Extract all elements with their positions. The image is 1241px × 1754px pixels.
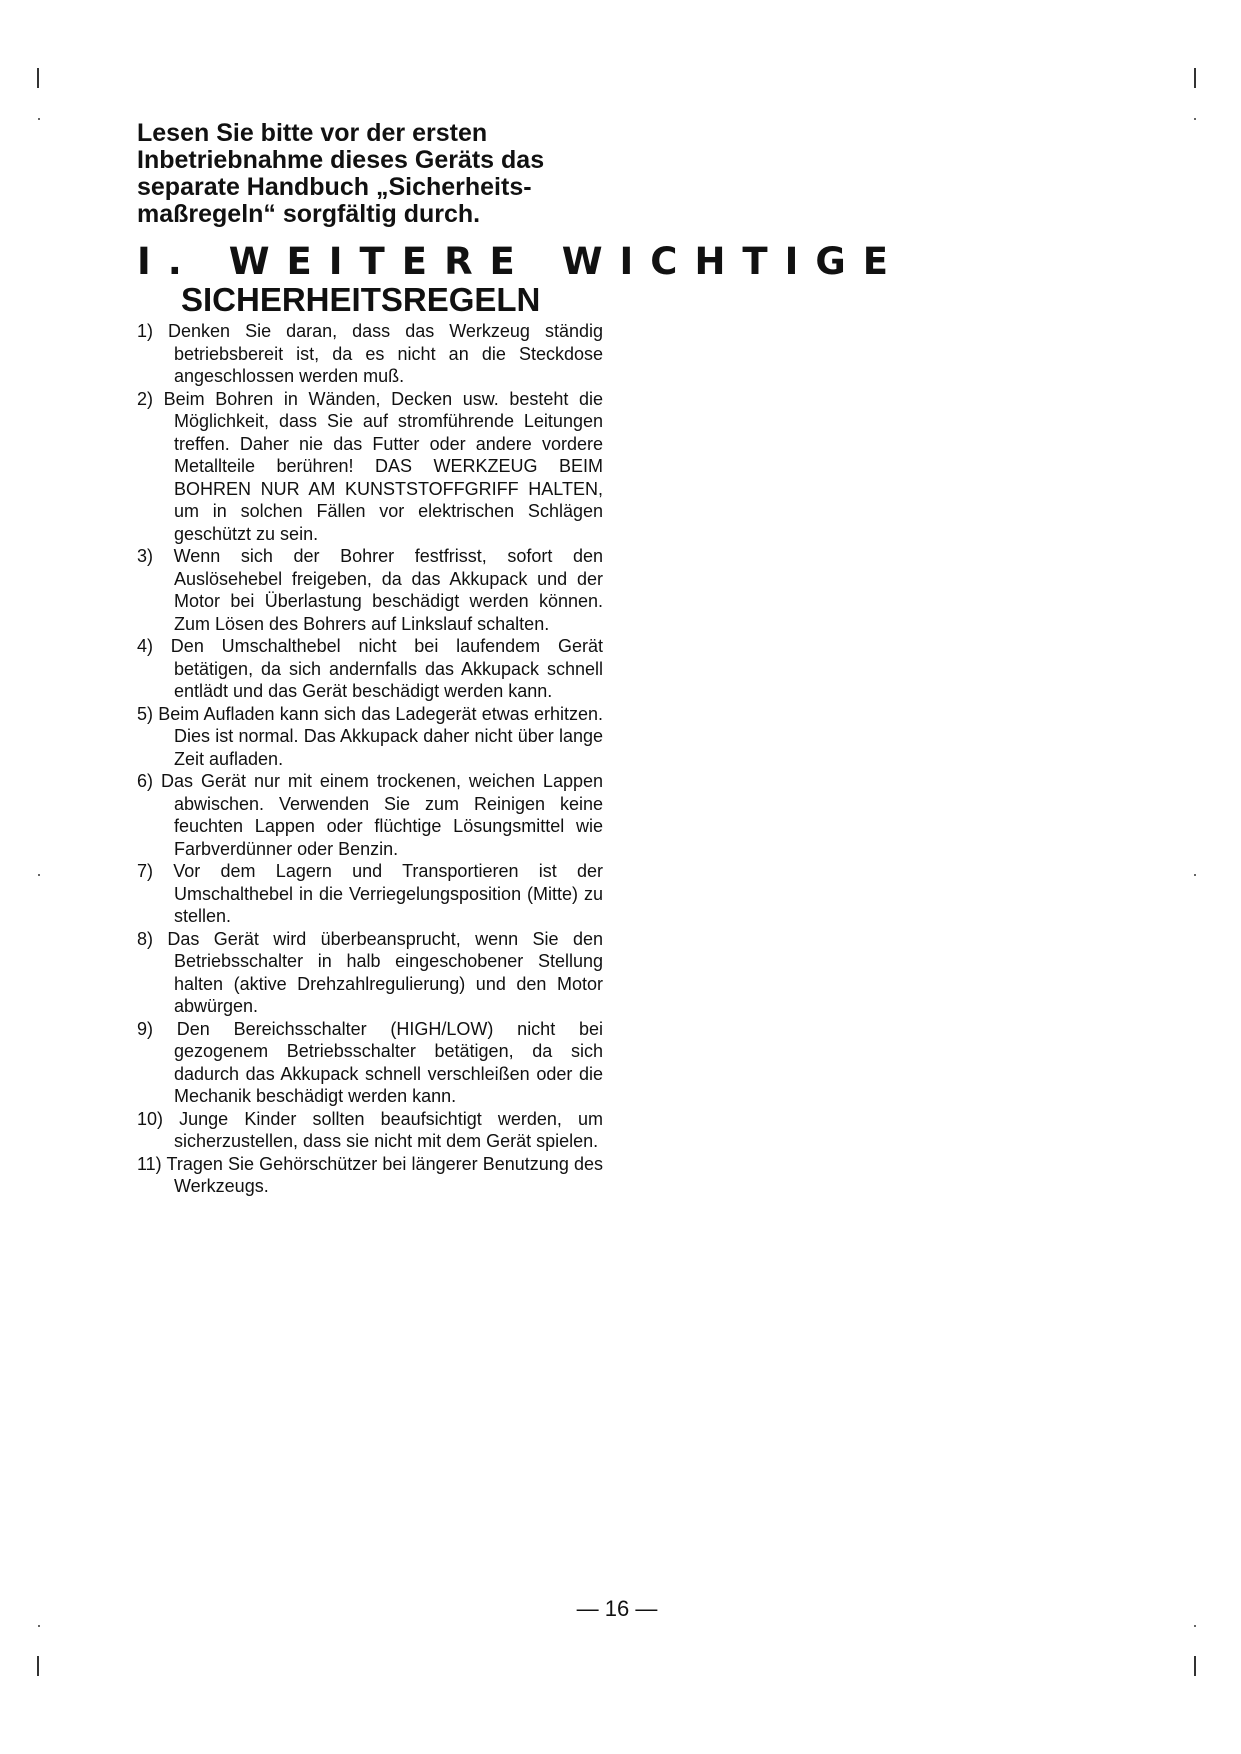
list-item: 9) Den Bereichsschalter (HIGH/LOW) nicht bei gezogenem Betriebsschalter betätigen, da sich dadurch das Akkupack schnell verschleißen oder die Mechanik beschädigt werden kann. <box>137 1018 603 1106</box>
safety-rules-list <box>137 320 603 1198</box>
section-heading-line1: I. WEITERE WICHTIGE <box>137 240 906 283</box>
registration-dot <box>1194 1625 1196 1627</box>
list-item: 6) Das Gerät nur mit einem trockenen, weichen Lappen abwischen. Verwenden Sie zum Reinigen keine feuchten Lappen oder flüchtige Lösungsmittel wie Farbverdünner oder Benzin. <box>137 771 603 859</box>
list-item: 3) Wenn sich der Bohrer festfrisst, sofort den Auslösehebel freigeben, da das Akkupack und der Motor bei Überlastung beschädigt werden können. Zum Lösen des Bohrers auf Linkslauf schalten. <box>137 546 603 634</box>
registration-dot <box>1194 874 1196 876</box>
list-item: 1) Denken Sie daran, dass das Werkzeug ständig betriebsbereit ist, da es nicht an die Steckdose angeschlossen werden muß. <box>137 321 603 386</box>
crop-mark-top-right <box>1194 68 1199 88</box>
list-item: 8) Das Gerät wird überbeansprucht, wenn Sie den Betriebsschalter in halb eingeschobener Stellung halten (aktive Drehzahlregulierung) und den Motor abwürgen. <box>137 928 603 1016</box>
list-item: 2) Beim Bohren in Wänden, Decken usw. besteht die Möglichkeit, dass Sie auf stromführende Leitungen treffen. Daher nie das Futter oder andere vordere Metallteile berühren! DAS WERKZEUG BEIM BOHREN NUR AM KUNSTSTOFFGRIFF HALTEN, um in solchen Fällen vor elektrischen Schlägen geschützt zu sein. <box>137 388 603 544</box>
registration-dot <box>1194 118 1196 120</box>
crop-mark-bottom-right <box>1194 1656 1199 1676</box>
list-item: 11) Tragen Sie Gehörschützer bei längerer Benutzung des Werkzeugs. <box>137 1153 603 1196</box>
list-item: 10) Junge Kinder sollten beaufsichtigt werden, um sicherzustellen, dass sie nicht mit dem Gerät spielen. <box>137 1108 603 1151</box>
list-item: 5) Beim Aufladen kann sich das Ladegerät etwas erhitzen. Dies ist normal. Das Akkupack daher nicht über lange Zeit aufladen. <box>137 703 603 769</box>
list-item: 4) Den Umschalthebel nicht bei laufendem Gerät betätigen, da sich andernfalls das Akkupack schnell entlädt und das Gerät beschädigt werden kann. <box>137 636 603 701</box>
list-item: 7) Vor dem Lagern und Transportieren ist der Umschalthebel in die Verriegelungsposition (Mitte) zu stellen. <box>137 861 603 926</box>
section-heading-line2: SICHERHEITSREGELN <box>181 281 541 318</box>
registration-dot <box>38 118 40 120</box>
crop-mark-bottom-left <box>37 1656 42 1676</box>
intro-notice: Lesen Sie bitte vor der ersten Inbetriebnahme dieses Geräts das separate Handbuch „Sicherheits-maßregeln“ sorgfältig durch. <box>137 119 545 228</box>
crop-mark-top-left <box>37 68 42 88</box>
registration-dot <box>38 1625 40 1627</box>
page-number: — 16 — <box>576 1596 658 1621</box>
section-heading <box>137 242 905 318</box>
registration-dot <box>38 874 40 876</box>
